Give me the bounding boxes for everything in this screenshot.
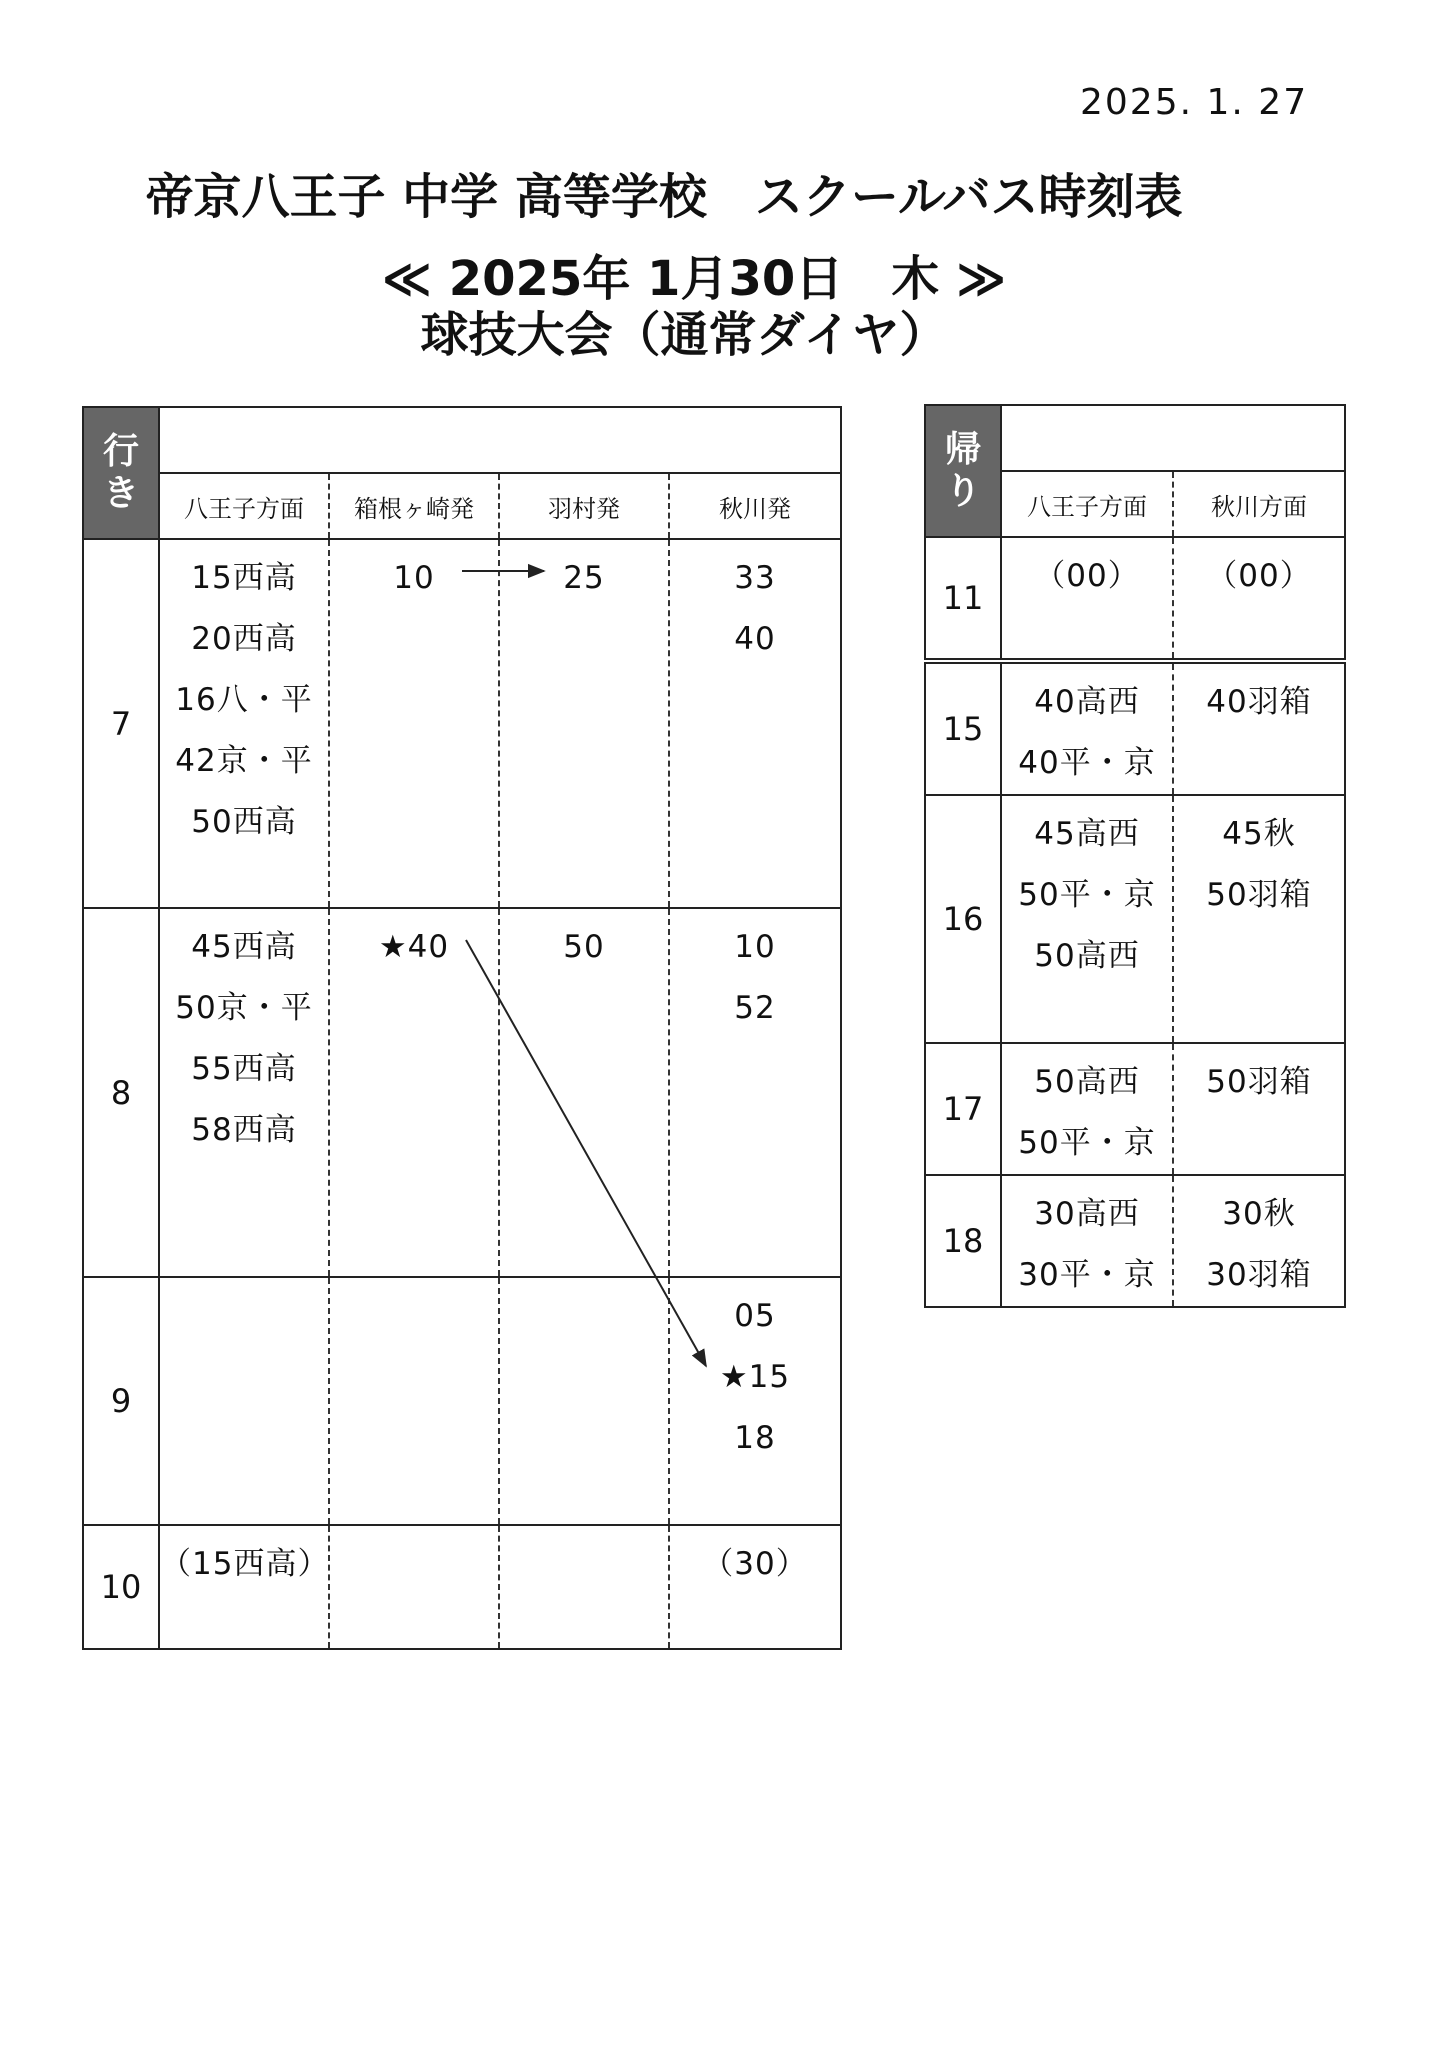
- time-entry: 40高西: [1034, 684, 1140, 720]
- event-name: 球技大会（通常ダイヤ）: [420, 307, 948, 363]
- hour-cell: 7: [83, 539, 159, 908]
- time-entry: 30平・京: [1018, 1257, 1156, 1293]
- time-entry: 18: [734, 1420, 776, 1456]
- hour-cell: 16: [925, 795, 1001, 1043]
- col-hachioji: 八王子方面: [159, 473, 329, 539]
- hour-cell: 9: [83, 1277, 159, 1525]
- label-char: り: [944, 471, 981, 512]
- event-date: ≪ 2025年 1月30日 木 ≫: [381, 251, 1007, 307]
- col-hamura: 羽村発: [499, 473, 669, 539]
- time-entry: 50平・京: [1018, 1125, 1156, 1161]
- time-entry: （15西高）: [160, 1546, 330, 1582]
- hour-cell: 8: [83, 908, 159, 1277]
- hour-cell: 11: [925, 537, 1001, 661]
- hour-cell: 10: [83, 1525, 159, 1649]
- time-entry: 10: [393, 560, 435, 596]
- time-entry: 05: [734, 1298, 776, 1334]
- time-entry: （30）: [702, 1546, 808, 1582]
- hour-cell: 17: [925, 1043, 1001, 1175]
- hour-cell: 18: [925, 1175, 1001, 1307]
- time-entry: ★40: [378, 929, 450, 965]
- col-hachioji: 八王子方面: [1001, 471, 1173, 537]
- time-entry: 40: [734, 621, 776, 657]
- page-title: 帝京八王子 中学 高等学校 スクールバス時刻表: [145, 169, 1183, 225]
- arrow-hakonegasaki-to-akigawa: [466, 940, 706, 1366]
- time-entry: 50: [563, 929, 605, 965]
- time-entry: 45高西: [1034, 816, 1140, 852]
- time-entry: 50高西: [1034, 1064, 1140, 1100]
- hour-cell: 15: [925, 661, 1001, 795]
- col-akigawa: 秋川発: [669, 473, 841, 539]
- time-entry: 25: [563, 560, 605, 596]
- time-entry: （00）: [1206, 558, 1312, 594]
- time-entry: 42京・平: [175, 743, 313, 779]
- time-entry: 10: [734, 929, 776, 965]
- time-entry: 33: [734, 560, 776, 596]
- time-entry: 50羽箱: [1206, 1064, 1312, 1100]
- time-entry: 20西高: [191, 621, 297, 657]
- time-entry: 58西高: [191, 1112, 297, 1148]
- time-entry: 45秋: [1222, 816, 1296, 852]
- time-entry: 50高西: [1034, 938, 1140, 974]
- label-char: 帰: [944, 429, 981, 470]
- time-entry: 40平・京: [1018, 745, 1156, 781]
- label-char: 行: [102, 431, 139, 472]
- time-entry: 30羽箱: [1206, 1257, 1312, 1293]
- time-entry: 50京・平: [175, 990, 313, 1026]
- time-entry: ★15: [719, 1359, 791, 1395]
- time-entry: 50西高: [191, 804, 297, 840]
- issued-date: 2025. 1. 27: [1080, 82, 1309, 123]
- col-hakonegasaki: 箱根ヶ崎発: [329, 473, 499, 539]
- time-entry: 55西高: [191, 1051, 297, 1087]
- time-entry: 30秋: [1222, 1196, 1296, 1232]
- time-entry: 50平・京: [1018, 877, 1156, 913]
- time-entry: 52: [734, 990, 776, 1026]
- time-entry: 30高西: [1034, 1196, 1140, 1232]
- col-akigawa: 秋川方面: [1173, 471, 1345, 537]
- time-entry: （00）: [1034, 558, 1140, 594]
- time-entry: 40羽箱: [1206, 684, 1312, 720]
- time-entry: 45西高: [191, 929, 297, 965]
- time-entry: 16八・平: [175, 682, 313, 718]
- time-entry: 15西高: [191, 560, 297, 596]
- label-char: き: [102, 473, 139, 514]
- time-entry: 50羽箱: [1206, 877, 1312, 913]
